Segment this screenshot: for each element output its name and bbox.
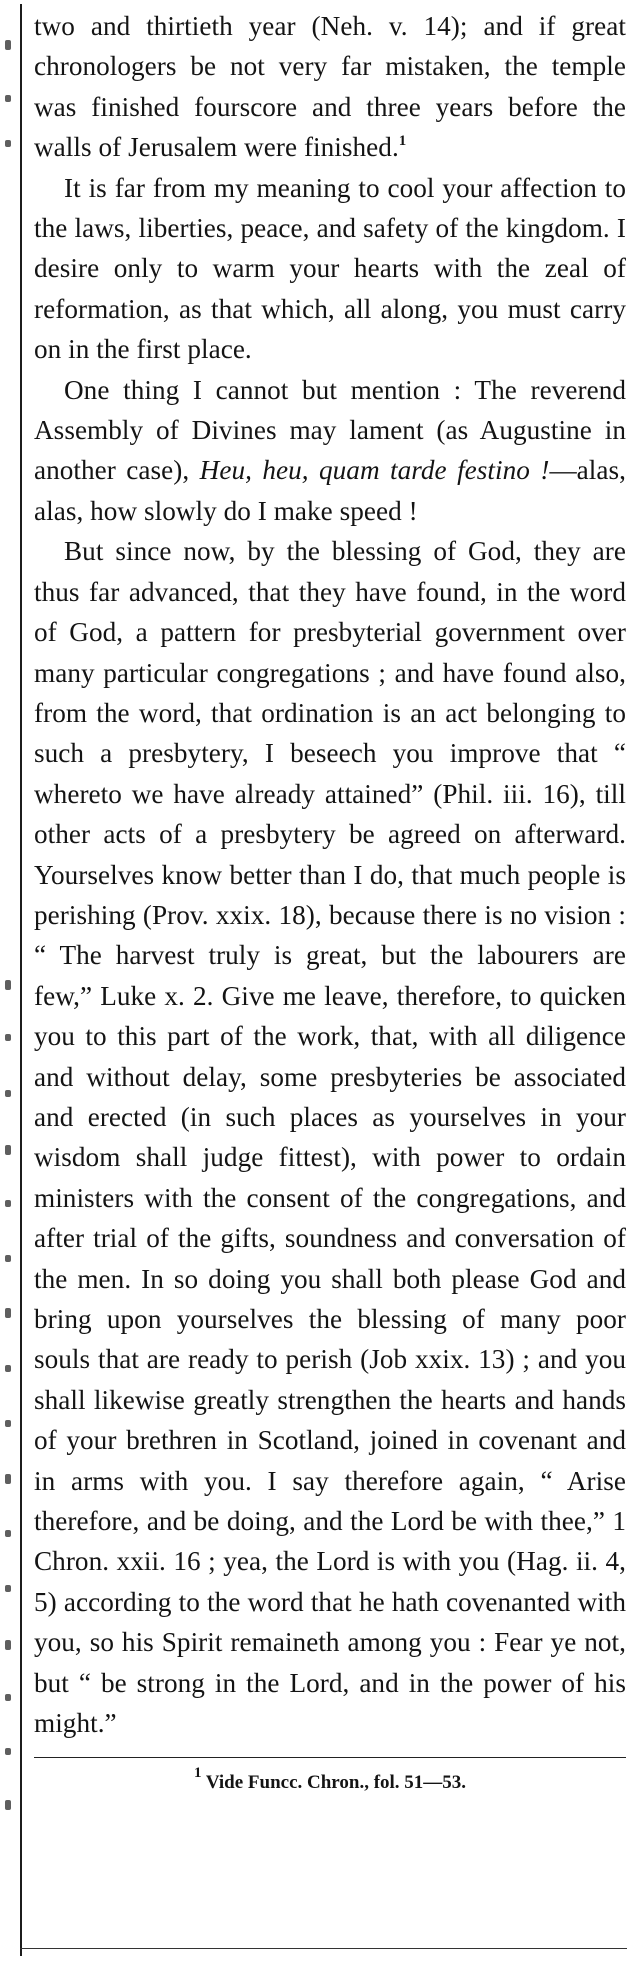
gutter-bleed-mark <box>5 980 11 990</box>
gutter-bleed-mark <box>5 140 11 147</box>
gutter-bleed-marks <box>2 0 16 1974</box>
paragraph-4: But since now, by the blessing of God, they are thus far advanced, that they have found, in the word of God, a pattern for presbyterial government over many particular congregations ; and have found also, from the word, that ordination is an act belonging to such a presbytery, I beseech you improve that “ whereto we have already attained” (Phil. iii. 16), till other acts of a presbytery be agreed on afterward. Yourselves know better than I do, that much people is perishing (Prov. xxix. 18), because there is no vision : “ The harvest truly is great, but the labourers are few,” Luke x. 2. Give me leave, therefore, to quicken you to this part of the work, that, with all diligence and without delay, some presbyteries be associated and erected (in such places as yourselves in your wisdom shall judge fittest), with power to ordain ministers with the consent of the congregations, and after trial of the gifts, soundness and conversation of the men. In so doing you shall both please God and bring upon yourselves the blessing of many poor souls that are ready to perish (Job xxix. 13) ; and you shall likewise greatly strengthen the hearts and hands of your brethren in Scotland, joined in covenant and in arms with you. I say therefore again, “ Arise therefore, and be doing, and the Lord be with thee,” 1 Chron. xxii. 16 ; yea, the Lord is with you (Hag. ii. 4, 5) according to the word that he hath covenanted with you, so his Spirit remaineth among you : Fear ye not, but “ be strong in the Lord, and in the power of his might.” <box>34 536 626 1739</box>
gutter-bleed-mark <box>5 1800 11 1810</box>
paragraph-1-text: two and thirtieth year (Neh. v. 14); and if great chronologers be not very far mistaken, the temple was finished fourscore and three years before the walls of Jerusalem were finished. <box>34 11 626 163</box>
gutter-bleed-mark <box>5 1474 11 1484</box>
latin-quotation: Heu, heu, quam tarde festino ! <box>199 455 550 486</box>
gutter-bleed-mark <box>5 40 11 50</box>
gutter-bleed-mark <box>5 1420 11 1427</box>
column-rule <box>20 4 22 1956</box>
gutter-bleed-mark <box>5 95 11 102</box>
footnote-text: Vide Funcc. Chron., fol. 51—53. <box>205 1772 467 1794</box>
paragraph-3-translation: —alas, alas, how slowly do I make speed ! <box>34 455 626 526</box>
body-text <box>34 6 626 1743</box>
paragraph-1 <box>34 6 626 168</box>
gutter-bleed-mark <box>5 1200 11 1207</box>
paragraph-3-intro: One thing I cannot but mention : The reverend Assembly of Divines may lament (as Augustine in another case), <box>34 374 626 486</box>
gutter-bleed-mark <box>5 1034 11 1041</box>
gutter-bleed-mark <box>5 1365 11 1372</box>
footnote-marker: 1 <box>193 1765 202 1782</box>
gutter-bleed-mark <box>5 1090 11 1097</box>
gutter-bleed-mark <box>5 1530 11 1537</box>
gutter-bleed-mark <box>5 1308 11 1318</box>
paragraph-3 <box>34 370 626 532</box>
gutter-bleed-mark <box>5 1255 11 1262</box>
gutter-bleed-mark <box>5 1694 11 1701</box>
gutter-bleed-mark <box>5 1145 11 1155</box>
page-column <box>34 6 626 1796</box>
gutter-bleed-mark <box>5 1585 11 1592</box>
gutter-bleed-mark <box>5 1748 11 1755</box>
footnote <box>34 1765 626 1796</box>
footnote-reference: 1 <box>398 133 407 150</box>
gutter-bleed-mark <box>5 1640 11 1650</box>
footnote-rule <box>34 1757 626 1758</box>
paragraph-2: It is far from my meaning to cool your affection to the laws, liberties, peace, and safety of the kingdom. I desire only to warm your hearts with the zeal of reformation, as that which, all along, you must carry on in the first place. <box>34 172 626 365</box>
bottom-rule <box>20 1948 627 1949</box>
